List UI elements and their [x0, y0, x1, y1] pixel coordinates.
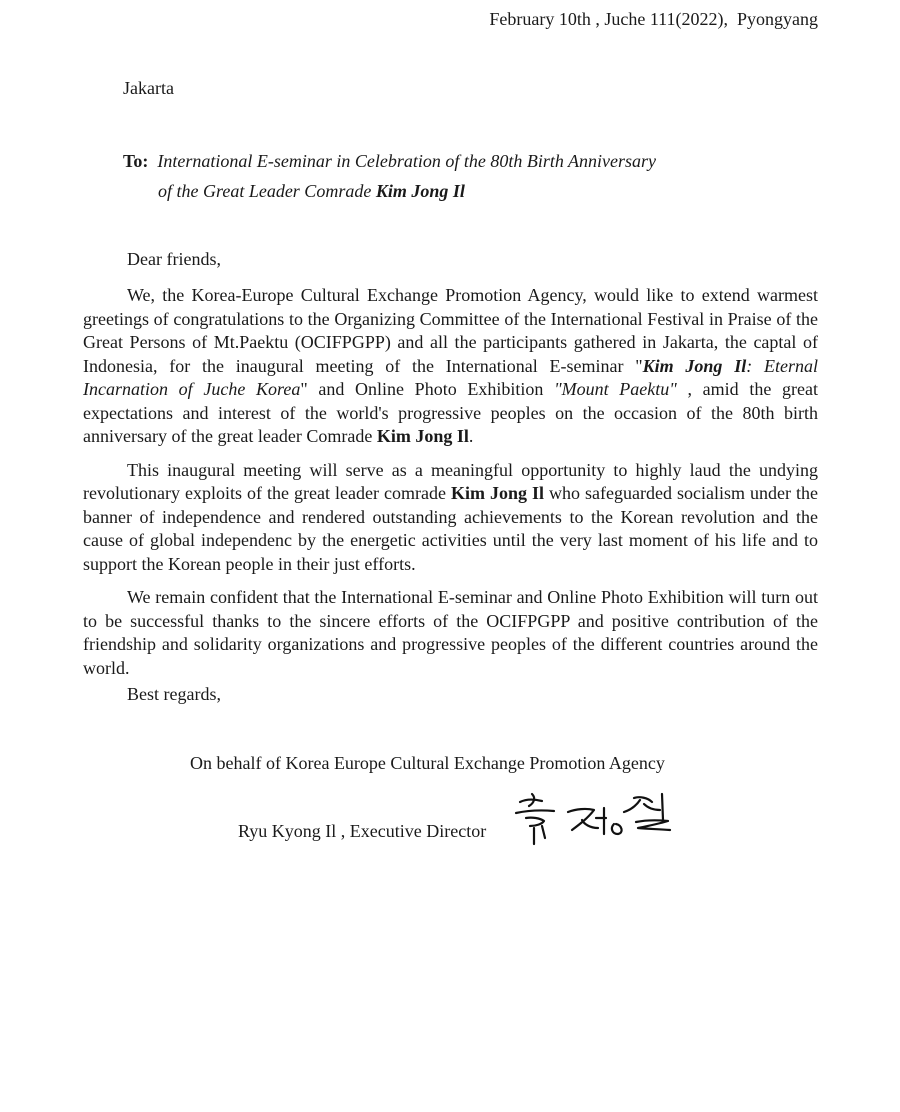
signer-name: Ryu Kyong Il , Executive Director: [238, 821, 487, 841]
signature-strokes: [516, 794, 670, 844]
leader-name: Kim Jong Il: [450, 483, 544, 503]
dateline: February 10th , Juche 111(2022), Pyongyang: [489, 9, 818, 29]
seminar-name: Kim Jong Il: [642, 355, 747, 376]
paragraph-2: [83, 459, 818, 577]
recipient-line-1: [123, 146, 656, 176]
paragraph-3: We remain confident that the International E-seminar and Online Photo Exhibition will turn out to be successful thanks to the sincere efforts of the OCIFPGPP and positive contribution of the friendship and solidarity organizations and progressive peoples of the different countries around the world.: [83, 587, 818, 678]
recipient-title: International E-seminar in Celebration of the 80th Birth Anniversary: [157, 151, 656, 171]
letter-body: [83, 284, 818, 690]
recipient-block: [123, 146, 656, 206]
handwritten-signature: [512, 786, 677, 846]
p1-text-1: We, the Korea-Europe Cultural Exchange Promotion Agency, would like to extend warmest greetings of congratulations to the Organizing Committee of the International Festival in Praise of the Great Persons of Mt.Paektu (OCIFPGPP) and all the participants gathered in Jakarta, the captal of Indonesia, for the inaugural meeting of the International E-seminar ": [83, 285, 818, 376]
paragraph-1: [83, 284, 818, 449]
to-label: To:: [123, 151, 149, 171]
closing: Best regards,: [127, 684, 221, 704]
p1-text-2: " and Online Photo Exhibition: [300, 379, 555, 399]
place: Jakarta: [123, 78, 174, 98]
exhibition-name: "Mount Paektu": [554, 379, 677, 399]
greeting: Dear friends,: [127, 249, 221, 269]
p1-text-3: , amid the great expectations and interest of the world's progressive peoples on the occasion of the 80th birth anniversary of the great leader Comrade: [83, 379, 818, 446]
recipient-title-cont: of the Great Leader Comrade: [158, 181, 376, 201]
leader-name: Kim Jong Il: [376, 426, 469, 446]
p2-text-2: who safeguarded socialism under the banner of independence and rendered outstanding achievements to the Korean revolution and the cause of global independenc by the energetic activities until the very last moment of his life and to support the Korean people in their just efforts.: [83, 483, 818, 574]
p2-text-1: This inaugural meeting will serve as a meaningful opportunity to highly laud the undying revolutionary exploits of the great leader comrade: [83, 459, 818, 503]
recipient-line-2: [123, 176, 656, 206]
p1-text-4: .: [468, 426, 474, 446]
on-behalf-line: On behalf of Korea Europe Cultural Exchange Promotion Agency: [190, 753, 665, 773]
recipient-leader-name: Kim Jong Il: [375, 181, 465, 201]
seminar-subtitle: : Eternal Incarnation of Juche Korea: [83, 355, 818, 399]
